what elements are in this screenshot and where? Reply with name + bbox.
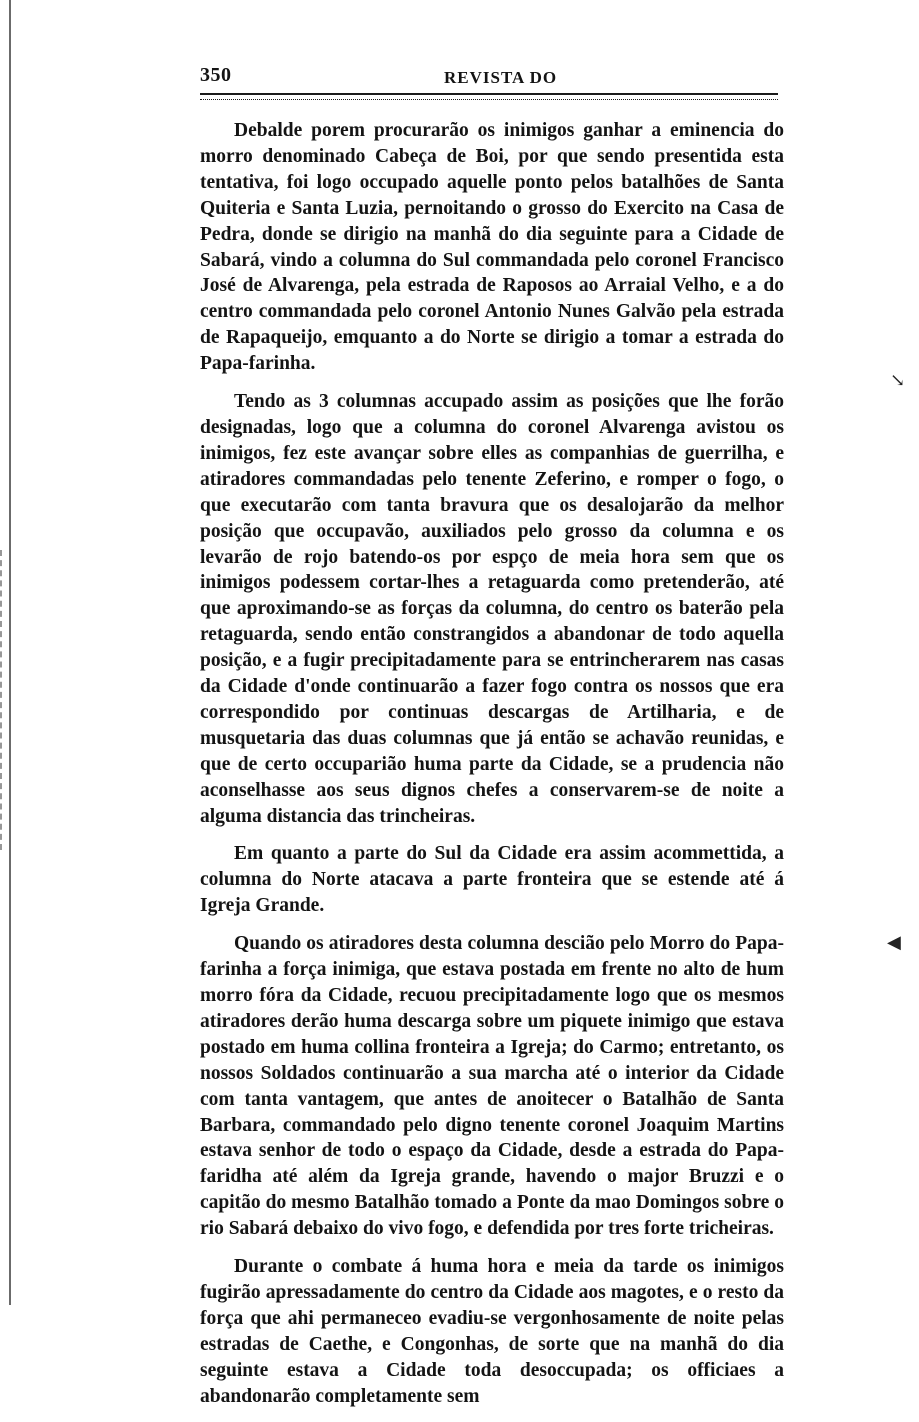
paragraph: Quando os atiradores desta columna descião pelo Morro do Papa-farinha a força inimiga, que estava postada em frente no alto de hum morro fóra da Cidade, recuou precipitadamente logo que os mesmos atiradores derão huma descarga sobre um piquete inimigo que estava postado em huma collina fronteira a Igreja; do Carmo; entretanto, os nossos Soldados continuarão a sua marcha até o interior da Cidade com tanta vantagem, que antes de anoitecer o Batalhão de Santa Barbara, commandado pelo digno tenente coronel Joaquim Martins estava senhor de todo o espaço da Cidade, desde a estrada do Papa-faridha até além da Igreja grande, havendo o major Bruzzi e o capitão do mesmo Batalhão tomado a Ponte da mao Domingos sobre o rio Sabará debaixo do vivo fogo, e defendida por tres forte tricheiras. bbox=[200, 933, 784, 1240]
body-text bbox=[200, 118, 784, 1422]
margin-mark-arrow-icon: ↘ bbox=[890, 370, 906, 390]
header-rule bbox=[200, 93, 778, 100]
page-number: 350 bbox=[200, 64, 232, 86]
binding-edge bbox=[9, 0, 11, 1305]
paragraph: Tendo as 3 columnas accupado assim as posições que lhe forão designadas, logo que a columna do coronel Alvarenga avistou os inimigos, fez este avançar sobre elles as companhias de guerrilha, e atiradores commandadas pelo tenente Zeferino, e romper o fogo, o que executarão com tanta bravura que os desalojarão da melhor posição que occupavão, auxiliados pelo grosso da columna e os levarão de rojo batendo-os por espço de meia hora sem que os inimigos podessem cortar-lhes a retaguarda como pretenderão, até que aproximando-se as forças da columna, do centro os baterão pela retaguarda, sendo então constrangidos a abandonar de todo aquella posição, e a fugir precipitadamente para se entrincherarem nas casas da Cidade d'onde continuarão a fazer fogo contra os nossos que era correspondido por continuas descargas de Artilharia, e de musquetaria das duas columnas que já então se achavão reunidas, e que de certo occuparião huma parte da Cidade, se a prudencia não aconselhasse aos seus dignos chefes a conservarem-se de noite a alguma distancia das trincheiras. bbox=[200, 391, 784, 827]
running-title: REVISTA DO bbox=[444, 68, 558, 87]
binding-edge-marks bbox=[0, 550, 6, 850]
margin-mark-triangle-icon: ◀ bbox=[887, 932, 901, 952]
paragraph: Debalde porem procurarão os inimigos ganhar a eminencia do morro denominado Cabeça de Boi, por que sendo presentida esta tentativa, foi logo occupado aquelle ponto pelos batalhões de Santa Quiteria e Santa Luzia, pernoitando o grosso do Exercito na Casa de Pedra, donde se dirigio na manhã do dia seguinte para a Cidade de Sabará, vindo a columna do Sul commandada pelo coronel Francisco José de Alvarenga, pela estrada de Raposos ao Arraial Velho, e a do centro commandada pelo coronel Antonio Nunes Galvão pela estrada de Rapaqueijo, emquanto a do Norte se dirigio a tomar a estrada do Papa-farinha. bbox=[200, 120, 784, 375]
page-header bbox=[200, 60, 780, 90]
paragraph: Em quanto a parte do Sul da Cidade era assim acommettida, a columna do Norte atacava a parte fronteira que se estende até á Igreja Grande. bbox=[200, 843, 784, 917]
paragraph: Durante o combate á huma hora e meia da tarde os inimigos fugirão apressadamente do centro da Cidade aos magotes, e o resto da força que ahi permaneceo evadiu-se vergonhosamente de noite pelas estradas de Caethe, e Congonhas, de sorte que na manhã do dia seguinte estava a Cidade toda desoccupada; os officiaes a abandonarão completamente sem bbox=[200, 1256, 784, 1407]
